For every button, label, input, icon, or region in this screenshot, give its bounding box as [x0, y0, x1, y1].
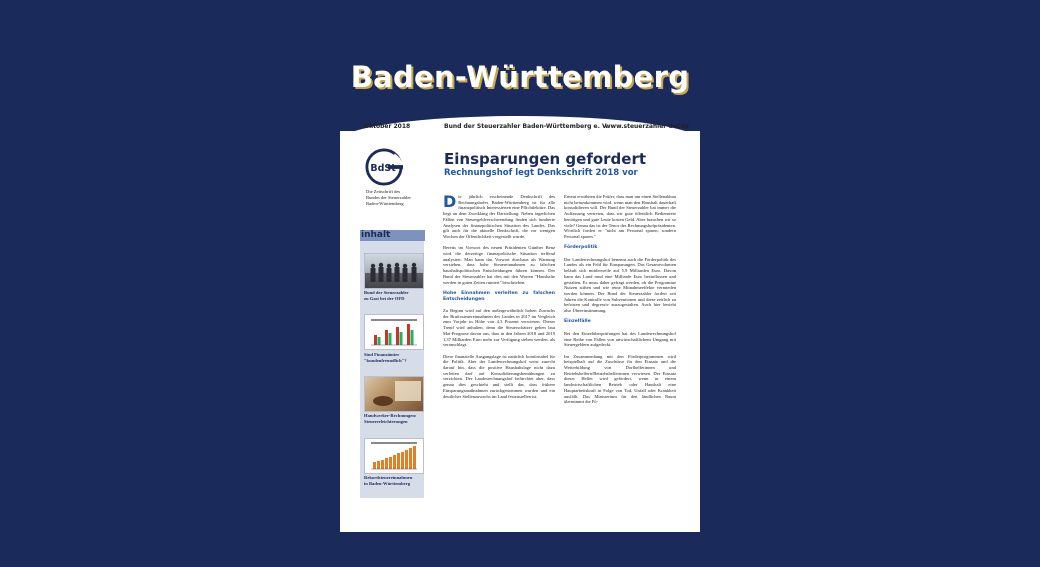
caption-line: Handwerker-Rechnungen:	[364, 413, 417, 418]
article-column-right	[564, 194, 676, 411]
section-heading: Hohe Einnahmen verleiten zu falschen Entscheidungen	[443, 290, 555, 302]
drop-cap: D	[443, 192, 457, 211]
article-paragraph: Erneut erwähnen die Prüfer, dass man um einen Stellenabbau nicht herumkommen wird, wenn man den Haushalt dauerhaft konsolidieren will. Der Bund der Steuerzahler hat immer die Auffassung vertreten, dass wir gute öffentlich Bedienstete benötigen und gute Leute kosten Geld. Aber brauchen wir so viele? Genau das ist der Tenor des Rechnungshofpräsidenten. Wörtlich fordert er "nicht am Personal sparen, sondern Personal sparen."	[564, 194, 676, 239]
issue-date: Oktober 2018	[364, 123, 411, 130]
rising-bar-chart-thumbnail	[364, 438, 424, 474]
article-paragraph: Bereits im Vorwort des neuen Präsidenten Günther Benz wird die derzeitige finanzpolitische Situation treffend analysiert. Man kann das Vorwort durchaus als Warnung verstehen, dass hohe Steuereinnahmen zu falschen haushaltspolitischen Entscheidungen führen können. Der Bund der Steuerzahler hat dies mit den Worten "Haushalte werden in guten Zeiten ruiniert" beschrieben.	[443, 245, 555, 285]
handwork-photo-thumbnail	[364, 376, 424, 412]
caption-line: zu Gast bei der OFD	[364, 295, 405, 301]
contents-item-caption[interactable]	[364, 290, 424, 302]
tagline-line: Baden-Württemberg	[366, 201, 404, 206]
article-paragraph: Zu Beginn wird auf den außergewöhnlich hohen Zuwachs der Bruttosteuereinnahmen des Landes in 2017 im Vergleich zum Vorjahr in Höhe von 4,3 Prozent verwiesen. Dieser Trend wird anhalten, denn die Steuerschätzer gehen laut Mai-Prognose davon aus, dass in den Jahren 2018 und 2019 1,37 Milliarden Euro mehr zur Verfügung stehen werden, als veranschlagt.	[443, 308, 555, 348]
tagline-line: Die Zeitschrift des	[366, 189, 401, 194]
logo-text: BdSt	[370, 162, 396, 174]
article-paragraph: Bei den Einzelüberprüfungen hat des Landesrechnungshof eine Reihe von Fällen von unwirtschaftlichem Umgang mit Steuergeldern aufgedeckt.	[564, 330, 676, 348]
contents-heading: inhalt	[360, 230, 425, 241]
caption-line: Sind Finanzämter	[364, 352, 400, 357]
caption-line: in Baden-Württemberg	[364, 480, 411, 486]
contents-sidebar	[360, 230, 424, 498]
caption-line: Bund der Steuerzahler	[364, 290, 409, 295]
caption-line: "kundenfreundlich"?	[364, 357, 407, 363]
contents-item-caption[interactable]	[364, 413, 424, 425]
group-photo-thumbnail	[364, 253, 424, 289]
magazine-title: Baden-Württemberg	[350, 60, 690, 94]
section-heading: Einzelfälle	[564, 319, 591, 325]
website-url: www.steuerzahler-bw.de	[605, 123, 689, 130]
article-headline: Einsparungen gefordert	[444, 150, 647, 168]
paragraph-text: ie jährlich erscheinende Denkschrift des Rechnungshofes Baden-Württemberg ist für alle finanzpolitisch Interessierten eine Pflichtlektüre. Das liegt an dem Zweiklang der Darstellung: Neben ärgerlichen Fällen von Steuergeldverschwendung finden sich fundierte Analysen der finanzpolitischen Situation des Landes. Das gilt auch für die aktuelle Denkschrift, die vor wenigen Wochen der Öffentlichkeit vorgestellt wurde.	[443, 194, 555, 239]
bdst-logo-icon	[365, 148, 403, 186]
section-heading: Förderpolitik	[564, 245, 598, 251]
tagline-line: Bundes der Steuerzahler	[366, 195, 411, 200]
bar-chart-thumbnail	[364, 314, 424, 350]
article-paragraph: Im Zusammenhang mit den Förderprogrammen wird beispielhaft auf die Zuschüsse für den Einsatz und die Weiterbildung von Dorfhelferinnen und Betriebshelfern/Betriebshelferinnen verwiesen. Der Einsatz dieser Helfer wird gefördert, wenn in einem landwirtschaftlichen Betrieb oder Haushalt eine Hauptarbeitskraft in Folge von Tod, Unfall oder Krankheit ausfällt. Das Ministerium für den ländlichen Raum übernimmt die Fö-	[564, 353, 676, 405]
magazine-cover	[340, 36, 700, 532]
caption-line: Rekordsteuereinnahmen	[364, 475, 413, 480]
article-column-left	[443, 194, 555, 405]
tagline	[366, 189, 426, 207]
contents-item-caption[interactable]	[364, 352, 424, 364]
caption-line: Steuererleichterungen	[364, 418, 408, 424]
article-subheadline: Rechnungshof legt Denkschrift 2018 vor	[444, 168, 638, 178]
publisher-name: Bund der Steuerzahler Baden-Württemberg e. V.	[444, 123, 609, 130]
article-paragraph: Diese finanzielle Ausgangslage ist natürlich komfortabel für die Politik. Aber der Landesrechnungshof weist zurecht darauf hin, dass die positive Haushaltslage nicht dazu verleiten darf auf Konsolidierungsbemühungen zu verzichten. Der Landesrechnungshof befürchtet aber, dass genau dies geschieht und stellt dar, dass frühere Einsparungsmaßnahmen zurückgenommen wurden und ein deutlicher Stellenzuwachs im Land festzustellen ist.	[443, 353, 555, 399]
contents-item-caption[interactable]	[364, 475, 424, 487]
article-paragraph	[443, 194, 555, 240]
article-paragraph: Der Landesrechnungshof benennt auch die Förderpolitik des Landes als ein Feld für Einsparungen. Das Gesamtvolumen beläuft sich mittlerweile auf 5,9 Milliarden Euro. Davon kann das Land rund eine Milliarde Euro beeinflussen und gestalten. Es muss daher gefragt werden, ob die Programme Nutzen stiften und wie reine Mitnahmeeffekte vermieden werden können. Der Bund der Steuerzahler fordert seit Jahren die Kontrolle von Subventionen und diese zeitlich zu befristen und degressiv auszugestalten. Auch hier besteht also Übereinstimmung.	[564, 256, 676, 314]
